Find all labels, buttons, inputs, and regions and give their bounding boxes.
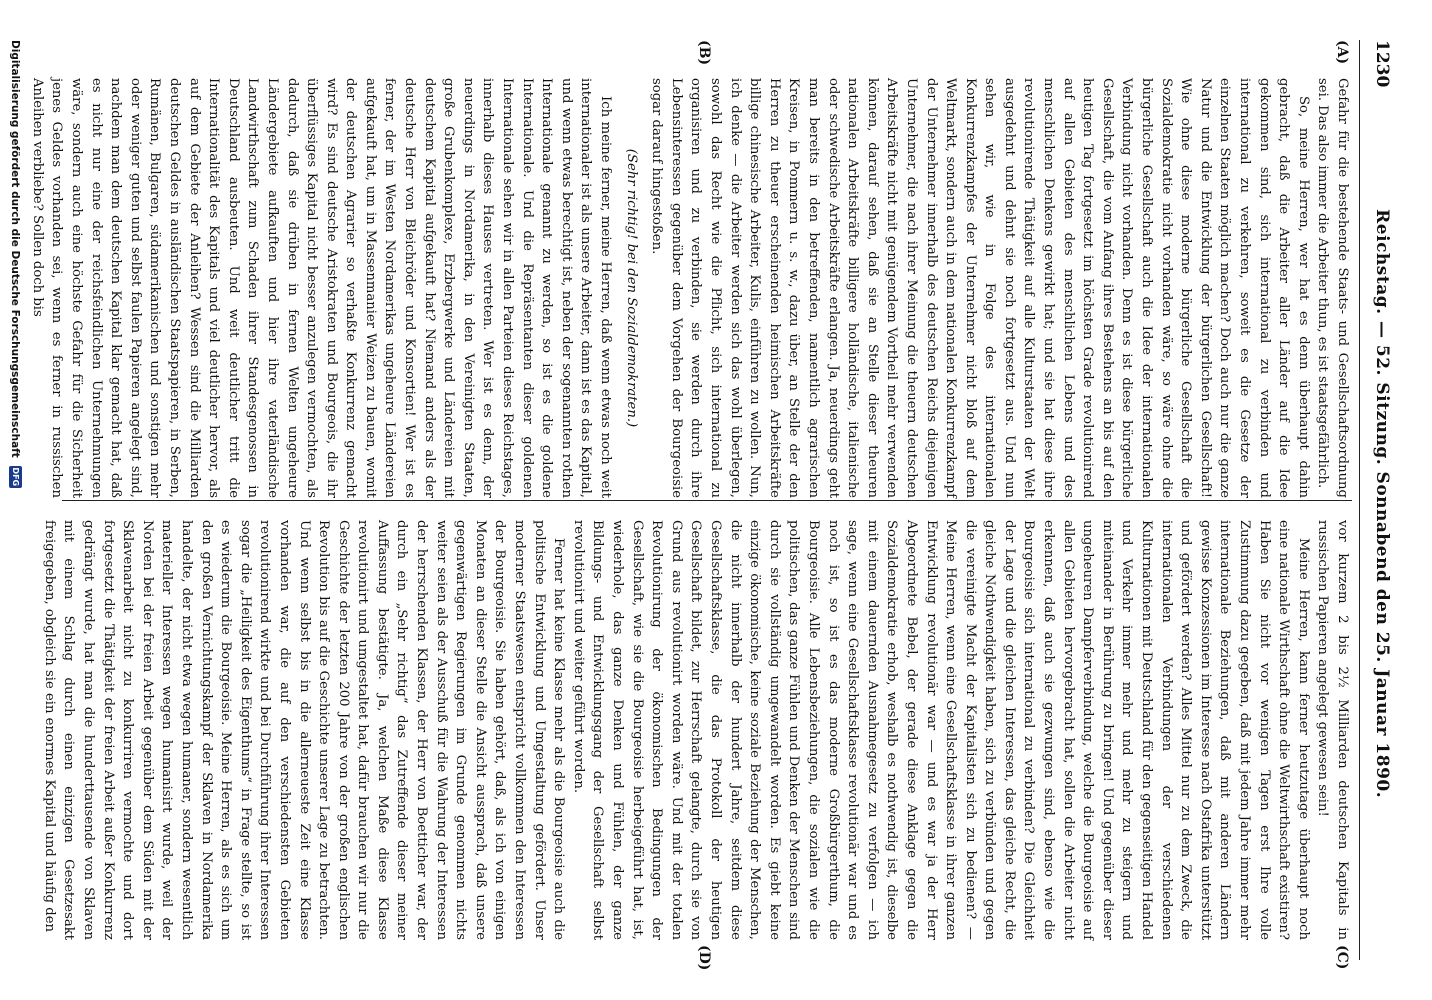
- digitization-footer: [9, 40, 22, 960]
- paragraph: Ferner hat keine Klasse mehr als die Bourgeoisie auch die politische Entwicklung und Umgestaltung gefördert. Unser moderner Staatswesen entspricht vollkommen den Interessen der Bourgeoisie. Sie haben gehört, daß, als ich von einigen Monaten an dieser Stelle die Ansicht aussprach, daß unsere gegenwärtigen Regierungen im Grunde genommen nichts weiter seien als der Ausschuß für die Wahrung der Interessen der herrschenden Klassen, der Herr von Boetticher war, der durch ein „Sehr richtig“ das Zutreffende dieser meiner Auffassung bestätigte. Ja, welchen Maße diese Klasse revolutionirt und umgestaltet hat, dafür brauchen wir nur die Geschichte der letzten 200 Jahre von der großen englischen Revolution bis auf die Geschichte unserer Lage zu betrachten. Und wenn selbst bis in die allerneueste Zeit eine Klasse vorhanden war, die auf den verschiedensten Gebieten revolutionirend wirkte und bei Durchführung ihrer Interessen sogar die „Heiligkeit des Eigenthums“ in Frage stellte, so ist es wiederum die Bourgeoisie. Meine Herren, als es sich um den großen Vernichtungskampf der Sklaven in Nordamerika handelte, der nicht etwa wegen humaner, sondern wesentlich materieller Interessen wegen humanisirt wurde, weil der Norden bei der freien Arbeit gegenüber dem Süden mit der Sklavenarbeit nicht zu konkurriren vermochte und dort fortgesetzt die Thätigkeit der freien Arbeit außer Konkurrenz gedrängt wurde, hat man die hunderttausende von Sklaven mit einem Schlag durch einen einzigen Gesetzesakt freigegeben, obgleich sie ein enormes Kapital und häufig den: [41, 520, 567, 940]
- running-title: Reichstag. — 52. Sitzung. Sonnabend den 25. Januar 1890.: [1372, 209, 1392, 799]
- page-header: [1362, 40, 1402, 960]
- paragraph: Meine Herren, kann ferner heutzutage überhaupt noch eine nationale Wirthschaft ohne die Weltwirthschaft existiren? Haben Sie nicht vor wenigen Tagen erst Ihre volle Zustimmung dazu gegeben, daß mit jedem Jahre immer mehr internationale Beziehungen, daß mit anderen Ländern gewisse Konzessionen im Interesse nach Ostafrika unterstützt und gefördert werden? Alles Mittel nur zu dem Zweck, die internationalen Verbindungen der verschiedenen Kulturnationen mit Deutschland für den gegenseitigen Handel und Verkehr immer mehr und mehr zu steigern und miteinander in Berührung zu bringen! Und gegenüber dieser ungeheuren Dampferverbindung, welche die Bourgeoisie auf allen Gebieten hervorgebracht hat, sollen die Arbeiter nicht erkennen, daß auch sie gezwungen sind, ebenso wie die Bourgeoisie sich international zu verbinden? Die Gleichheit der Lage und die gleichen Interessen, das gleiche Recht, die gleiche Nothwendigkeit haben, sich zu verbünden und gegen die vereinigte Macht der Kapitalisten sich zu bedienen? — Meine Herren, wenn eine Gesellschaftsklasse in ihrer ganzen Entwicklung revolutionär war — und es war ja der Herr Abgeordnete Bebel, der gerade diese Anklage gegen die Sozialdemokratie erhob, weshalb es nothwendig ist, dieselbe mit einem dauernden Ausnahmegesetz zu verfolgen — ich sage, wenn eine Gesellschaftsklasse revolutionär war und es noch ist, so ist es das moderne Großbürgerthum, die Bourgeoisie. Alle Lebensbeziehungen, die sozialen wie die politischen, das ganze Fühlen und Denken der Menschen sind durch sie vollständig umgewandelt worden. Es giebt keine einzige ökonomische, keine soziale Beziehung der Menschen, die nicht innerhalb der hundert Jahre, seitdem diese Gesellschaftsklasse, die das Protokoll der heutigen Gesellschaft bildet, zur Herrschaft gelangte, durch sie von Grund aus revolutionirt worden wäre. Und mit der totalen Revolutionirung der ökonomischen Bedingungen der Gesellschaft, wie sie die Bourgeoisie herbeigeführt hat, ist, wiederhole, das ganze Denken und Fühlen, der ganze Bildungs- und Entwicklungsgang der Gesellschaft selbst revolutionirt und weiter geführt worden.: [570, 520, 1311, 940]
- footer-text: Digitalisierung gefördert durch die Deutsche Forschungsgemeinschaft: [9, 40, 22, 458]
- right-column: [41, 520, 1352, 940]
- header-rule: [1359, 40, 1360, 960]
- paragraph: Gefahr für die bestehende Staats- und Gesellschaftsordnung sei. Das also immer die Arbeiter thun, es ist staatsgefährlich.: [1315, 78, 1350, 498]
- dfg-logo: DFG: [11, 467, 20, 487]
- left-column: [29, 78, 1352, 498]
- paragraph: So, meine Herren, wer hat es denn überhaupt dahin gebracht, daß die Arbeiter aller Länder auf die Idee gekommen sind, sich international zu verbinden und international zu verkehren, soweit es die Gesetze der einzelnen Staaten möglich machen? Doch auch nur die ganze Natur und die Entwicklung der bürgerlichen Gesellschaft! Wie ohne diese moderne bürgerliche Gesellschaft die Sozialdemokratie nicht vorhanden wäre, so wäre ohne die bürgerliche Gesellschaft auch die Idee der internationalen Verbindung nicht vorhanden. Denn es ist diese bürgerliche Gesellschaft, die vom Anfang ihres Bestehens an bis auf den heutigen Tag fortgesetzt im höchsten Grade revolutionirend auf allen Gebieten des menschlichen Lebens und des menschlichen Denkens gewirkt hat; und sie hat diese ihre revolutionirende Thätigkeit auf alle Kulturstaaten der Welt ausgedehnt und dehnt sie noch fortgesetzt aus. Und nun sehen wir, wie in Folge des internationalen Konkurrenzkampfes der Unternehmer nicht bloß auf dem Weltmarkt, sondern auch in dem nationalen Konkurrenzkampf der Unternehmer innerhalb des deutschen Reichs diejenigen Unternehmer, die nach ihrer Meinung die theuern deutschen Arbeitskräfte nicht mit genügendem Vortheil mehr verwenden können, darauf sehen, daß sie an Stelle dieser theuren nationalen Arbeitskräfte billigere holländische, italienische oder schwedische Arbeitskräfte erlangen. Ja, neuerdings geht man bereits in den betreffenden, namentlich agrarischen Kreisen, in Pommern u. s. w., dazu über, an Stelle der den Herren zu theuer erscheinenden heimischen Arbeitskräfte billige chinesische Arbeiter, Kulis, einführen zu wollen. Nun, ich denke — die Arbeiter werden sich das wohl überlegen, sowohl das Recht wie die Pflicht, sich international zu organisiren und zu verbinden, sie werden durch ihre Lebensinteressen gegenüber dem Vorgehen der Bourgeoisie sogar darauf hingestoßen.: [649, 78, 1311, 498]
- margin-marker-d: (D): [696, 945, 712, 971]
- paragraph: vor kurzem 2 bis 2½ Milliarden deutschen Kapitals in russischen Papieren angelegt gewesen sein!: [1315, 520, 1350, 940]
- margin-marker-b: (B): [696, 40, 712, 66]
- column-divider: [62, 500, 1352, 501]
- margin-marker-c: (C): [1334, 945, 1350, 970]
- paragraph: Ich meine ferner, meine Herren, daß wenn etwas noch weit internationaler ist als unsere Arbeiter, dann ist es das Kapital, und wenn etwas berechtigt ist, neben der sogenannten rothen Internationale genannt zu werden, so ist es die goldene Internationale. Und die Repräsentanten dieser goldenen Internationale sehen wir in allen Parteien dieses Reichstages, innerhalb dieses Hauses vertreten. Wer ist es denn, der neuerdings in Nordamerika, in den Vereinigten Staaten, große Grubenkomplexe, Erzbergwerke und Ländereien mit deutschem Kapital aufgekauft hat? Niemand anders als der deutsche Herr von Bleichröder und Konsortien! Wer ist es ferner, der im Westen Nordamerikas ungeheure Ländereien aufgekauft hat, um in Massenmanier Weizen zu bauen, womit der deutschen Agrarier so verhaßte Konkurrenz gemacht wird? Es sind deutsche Aristokraten und Bourgeois, die ihr überflüssiges Kapital nicht besser anzulegen vermochten, als dadurch, daß sie drüben in fernen Welten ungeheure Ländergebiete aufkauften und hier ihre vaterländische Landwirthschaft zum Schaden ihrer Standesgenossen in Deutschland ausbeuten. Und weit deutlicher tritt die Internationalität des Kapitals und viel deutlicher hervor, als auf dem Gebiete der Anleihen? Wessen sind die Milliarden deutschen Geldes in ausländischen Staatspapieren, in Serben, Rumänen, Bulgaren, südamerikanischen und sonstigen mehr oder weniger guten und selbst faulen Papieren angelegt sind, nachdem man dem deutschen Kapital klar gemacht hat, daß es nicht nur eine der reichsfeindlichen Unternehmungen wäre, sondern auch eine höchste Gefahr für die Sicherheit jenes Geldes vorhanden sei, wenn es ferner in russischen Anleihen verbliebe? Sollen doch bis: [29, 78, 614, 498]
- margin-marker-a: (A): [1334, 40, 1350, 65]
- page-number: 1230: [1372, 40, 1392, 88]
- interjection: (Sehr richtig! bei den Sozialdemokraten.): [623, 148, 639, 428]
